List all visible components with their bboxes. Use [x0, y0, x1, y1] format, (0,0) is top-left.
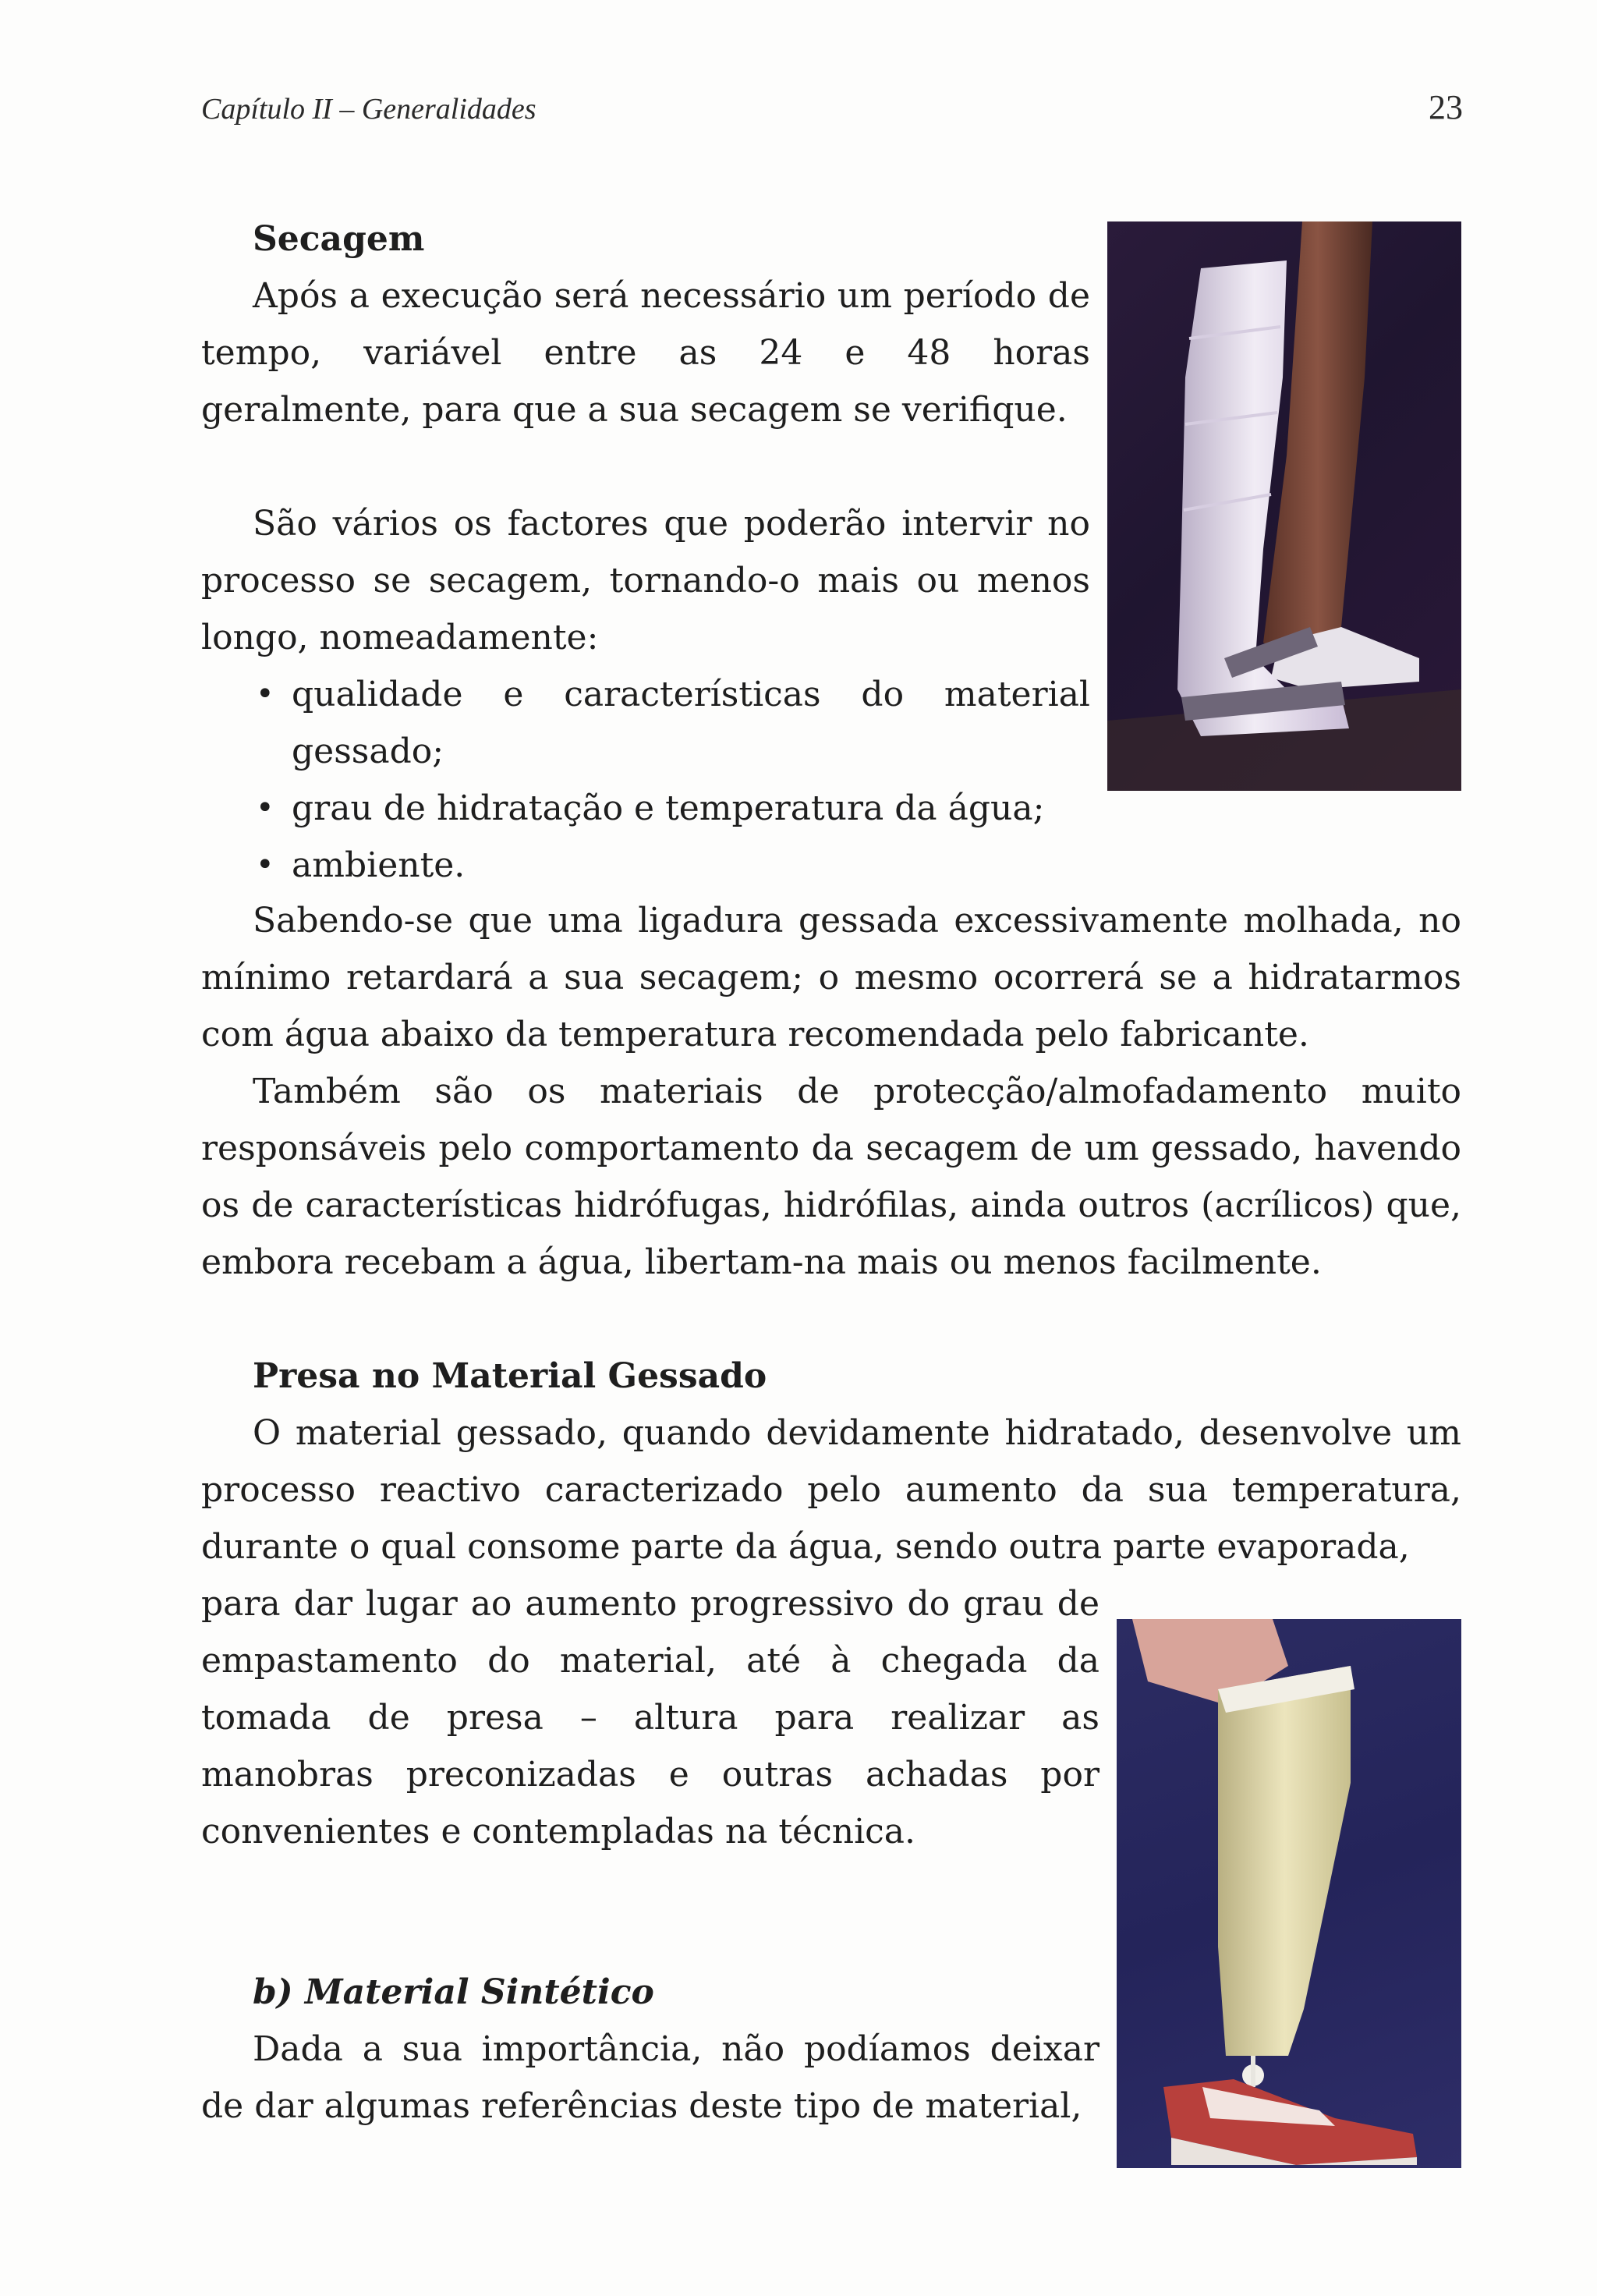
list-item: • qualidade e características do material gessado; [201, 666, 1090, 780]
sintetico-paragraph-1: Dada a sua importância, não podíamos deixar de dar algumas referências deste tipo de material, [201, 2029, 1099, 2126]
factors-list [201, 666, 1090, 894]
plaster-cast-illustration [1107, 221, 1461, 791]
running-head: Capítulo II – Generalidades [201, 93, 536, 126]
secagem-full-column [201, 892, 1461, 1575]
secagem-paragraph-1: Após a execução será necessário um período de tempo, variável entre as 24 e 48 horas geralmente, para que a sua secagem se verifique. [201, 276, 1090, 430]
synthetic-cast-photo [1117, 1619, 1461, 2168]
bullet-icon: • [256, 847, 274, 883]
synthetic-cast-illustration [1117, 1619, 1461, 2168]
section-title-presa: Presa no Material Gessado [253, 1356, 767, 1396]
bullet-icon: • [256, 676, 274, 712]
list-item: • grau de hidratação e temperatura da água; [201, 780, 1090, 837]
secagem-paragraph-3: Sabendo-se que uma ligadura gessada excessivamente molhada, no mínimo retardará a sua secagem; o mesmo ocorrerá se a hidratarmos com água abaixo da temperatura recomendada pelo fabricante. [201, 901, 1461, 1054]
presa-paragraph-1-continued: para dar lugar ao aumento progressivo do grau de empastamento do material, até à chegada da tomada de presa – altura para realizar as manobras preconizadas e outras achadas por convenientes e contempladas na técnica. [201, 1584, 1099, 1851]
presa-paragraph-1: O material gessado, quando devidamente hidratado, desenvolve um processo reactivo caracterizado pelo aumento da sua temperatura, durante o qual consome parte da água, sendo outra parte evaporada, [201, 1413, 1461, 1567]
plaster-cast-photo [1107, 221, 1461, 791]
page-number: 23 [1429, 88, 1463, 126]
section-title-sintetico: b) Material Sintético [253, 1972, 654, 2012]
secagem-narrow-column [201, 211, 1090, 894]
secagem-paragraph-2: São vários os factores que poderão intervir no processo se secagem, tornando-o mais ou menos longo, nomeadamente: [201, 504, 1090, 657]
bullet-icon: • [256, 790, 274, 826]
section-title-secagem: Secagem [253, 219, 425, 259]
list-item: • ambiente. [201, 837, 1090, 894]
presa-narrow-column [201, 1575, 1099, 2135]
secagem-paragraph-4: Também são os materiais de protecção/almofadamento muito responsáveis pelo comportamento da secagem de um gessado, havendo os de características hidrófugas, hidrófilas, ainda outros (acrílicos) que, embora recebam a água, libertam-na mais ou menos facilmente. [201, 1072, 1461, 1282]
